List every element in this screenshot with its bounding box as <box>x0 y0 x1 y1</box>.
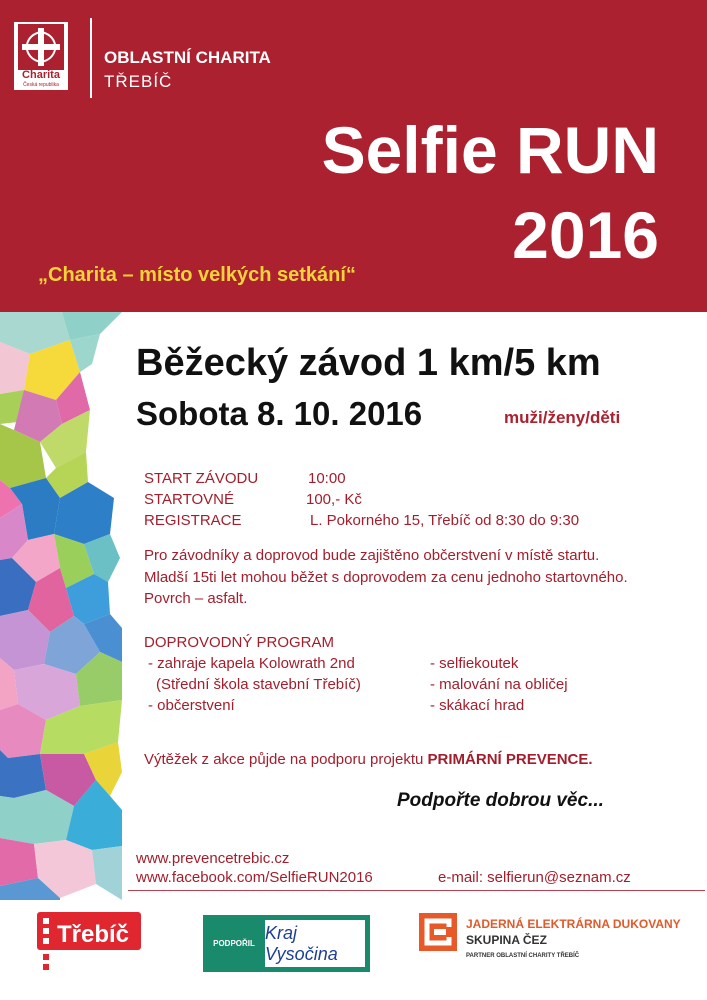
fee-value: 100,- Kč <box>306 491 362 508</box>
program-item-refreshment: - občerstvení <box>148 697 235 714</box>
program-item-school: (Střední škola stavební Třebíč) <box>156 676 361 693</box>
race-date: Sobota 8. 10. 2016 <box>136 395 423 432</box>
header-banner <box>0 0 707 312</box>
cez-partner-note: PARTNER OBLASTNÍ CHARITY TŘEBÍČ <box>466 953 580 959</box>
event-title: Selfie RUN <box>321 113 659 187</box>
website-link[interactable]: www.prevencetrebic.cz <box>136 850 290 867</box>
closing-slogan: Podpořte dobrou věc... <box>397 790 604 811</box>
fee-label: STARTOVNÉ <box>144 491 235 508</box>
event-year: 2016 <box>512 198 659 272</box>
header-divider <box>90 18 92 98</box>
footer-divider <box>128 890 705 891</box>
cez-plant-name: JADERNÁ ELEKTRÁRNA DUKOVANY <box>466 917 681 931</box>
charita-cross-icon <box>18 24 64 70</box>
kraj-name: Kraj Vysočina <box>265 920 365 967</box>
charita-logo <box>14 22 68 90</box>
note-children: Mladší 15ti let mohou běžet s doprovodem za cenu jednoho startovného. <box>144 569 628 586</box>
proceeds-note <box>144 751 593 768</box>
program-item-selfie: - selfiekoutek <box>430 655 519 672</box>
race-heading: Běžecký závod 1 km/5 km <box>136 342 601 384</box>
program-heading: DOPROVODNÝ PROGRAM <box>144 634 335 651</box>
cez-group-name: SKUPINA ČEZ <box>466 933 547 947</box>
decorative-mosaic <box>0 312 122 900</box>
registration-label: REGISTRACE <box>144 512 242 529</box>
registration-value: L. Pokorného 15, Třebíč od 8:30 do 9:30 <box>310 512 580 529</box>
kraj-support-label: PODPOŘIL <box>213 939 255 948</box>
program-item-bouncy-castle: - skákací hrad <box>430 697 525 714</box>
race-categories: muži/ženy/děti <box>504 408 621 427</box>
logo-subtitle: Česká republika <box>23 82 59 88</box>
program-item-facepaint: - malování na obličej <box>430 676 568 693</box>
note-refreshment: Pro závodníky a doprovod bude zajištěno občerstvení v místě startu. <box>144 547 600 564</box>
start-value: 10:00 <box>308 470 346 487</box>
organization-city: TŘEBÍČ <box>104 72 173 91</box>
start-label: START ZÁVODU <box>144 470 259 487</box>
facebook-link[interactable]: www.facebook.com/SelfieRUN2016 <box>136 869 373 886</box>
trebic-logo <box>33 912 143 972</box>
kraj-vysocina-logo <box>203 915 370 972</box>
proceeds-text: Výtěžek z akce půjde na podporu projektu <box>144 751 424 768</box>
cez-logo-icon <box>419 913 457 951</box>
note-surface: Povrch – asfalt. <box>144 590 248 607</box>
email-contact[interactable]: e-mail: selfierun@seznam.cz <box>438 869 631 886</box>
event-motto: „Charita – místo velkých setkání“ <box>38 264 356 286</box>
trebic-logo-text: Třebíč <box>57 921 130 948</box>
organization-name: OBLASTNÍ CHARITA <box>104 48 271 67</box>
logo-name: Charita <box>22 69 60 81</box>
program-item-band: - zahraje kapela Kolowrath 2nd <box>148 655 355 672</box>
proceeds-highlight: PRIMÁRNÍ PREVENCE. <box>427 751 593 768</box>
